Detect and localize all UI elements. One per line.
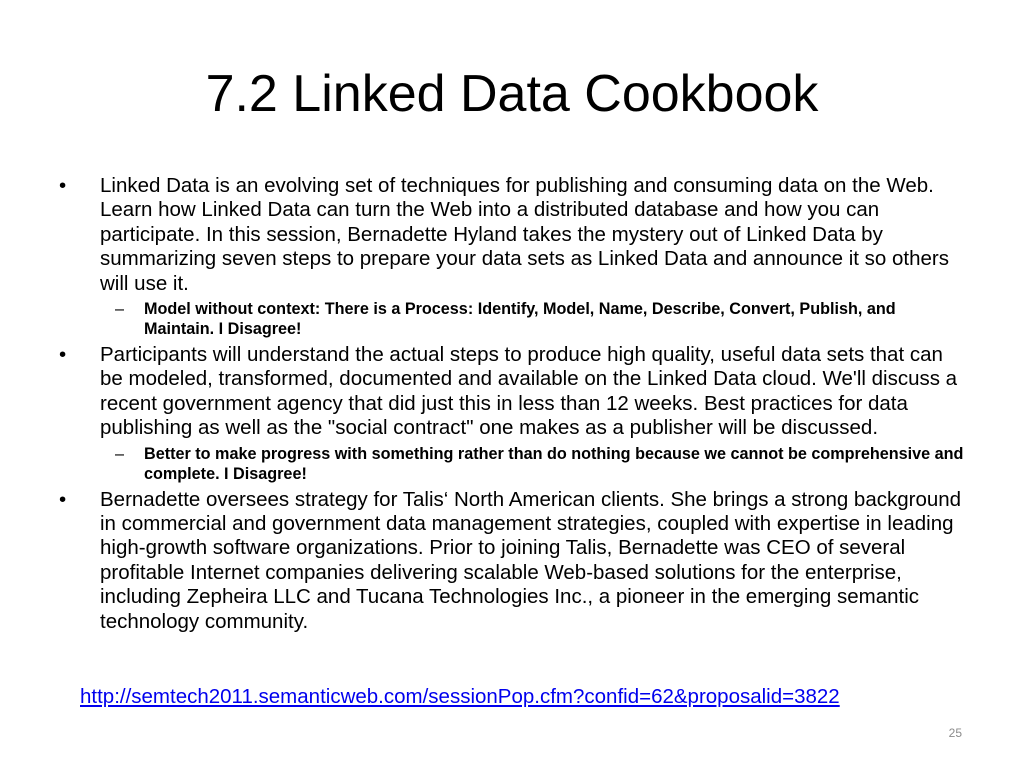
bullet-icon: •: [59, 487, 67, 511]
bullet-item: [57, 343, 967, 441]
bullet-text: Participants will understand the actual steps to produce high quality, useful data sets that can be modeled, transformed, documented and available on the Linked Data cloud. We'll discuss a recent government agency that did just this in less than 12 weeks. Best practices for data publishing as well as the "social contract" one makes as a publisher will be discussed.: [100, 343, 958, 440]
slide-body: [57, 174, 967, 634]
session-link[interactable]: http://semtech2011.semanticweb.com/sessionPop.cfm?confid=62&proposalid=3822: [80, 685, 840, 708]
bullet-item: [57, 174, 967, 296]
bullet-text: Linked Data is an evolving set of techniques for publishing and consuming data on the Web. Learn how Linked Data can turn the Web into a distributed database and how you can participate. In this session, Bernadette Hyland takes the mystery out of Linked Data by summarizing seven steps to prepare your data sets as Linked Data and announce it so others will use it.: [100, 174, 949, 295]
page-number: 25: [948, 726, 962, 740]
bullet-text: Bernadette oversees strategy for Talis‘ North American clients. She brings a strong background in commercial and government data management strategies, coupled with expertise in leading high-growth software organizations. Prior to joining Talis, Bernadette was CEO of several profitable Internet companies delivering scalable Web-based solutions for the enterprise, including Zepheira LLC and Tucana Technologies Inc., a pioneer in the emerging semantic technology community.: [100, 487, 962, 633]
bullet-item: [57, 488, 967, 634]
slide-title: 7.2 Linked Data Cookbook: [205, 65, 819, 123]
bullet-icon: •: [59, 343, 67, 367]
sub-bullet-item: [57, 444, 967, 484]
dash-icon: –: [115, 444, 125, 463]
dash-icon: –: [115, 300, 125, 319]
bullet-icon: •: [59, 174, 67, 197]
sub-bullet-text: Model without context: There is a Process: Identify, Model, Name, Describe, Convert, Publish, and Maintain. I Disagree!: [144, 300, 896, 339]
sub-bullet-text: Better to make progress with something rather than do nothing because we cannot be comprehensive and complete. I Disagree!: [144, 444, 964, 483]
sub-bullet-item: [57, 299, 967, 339]
